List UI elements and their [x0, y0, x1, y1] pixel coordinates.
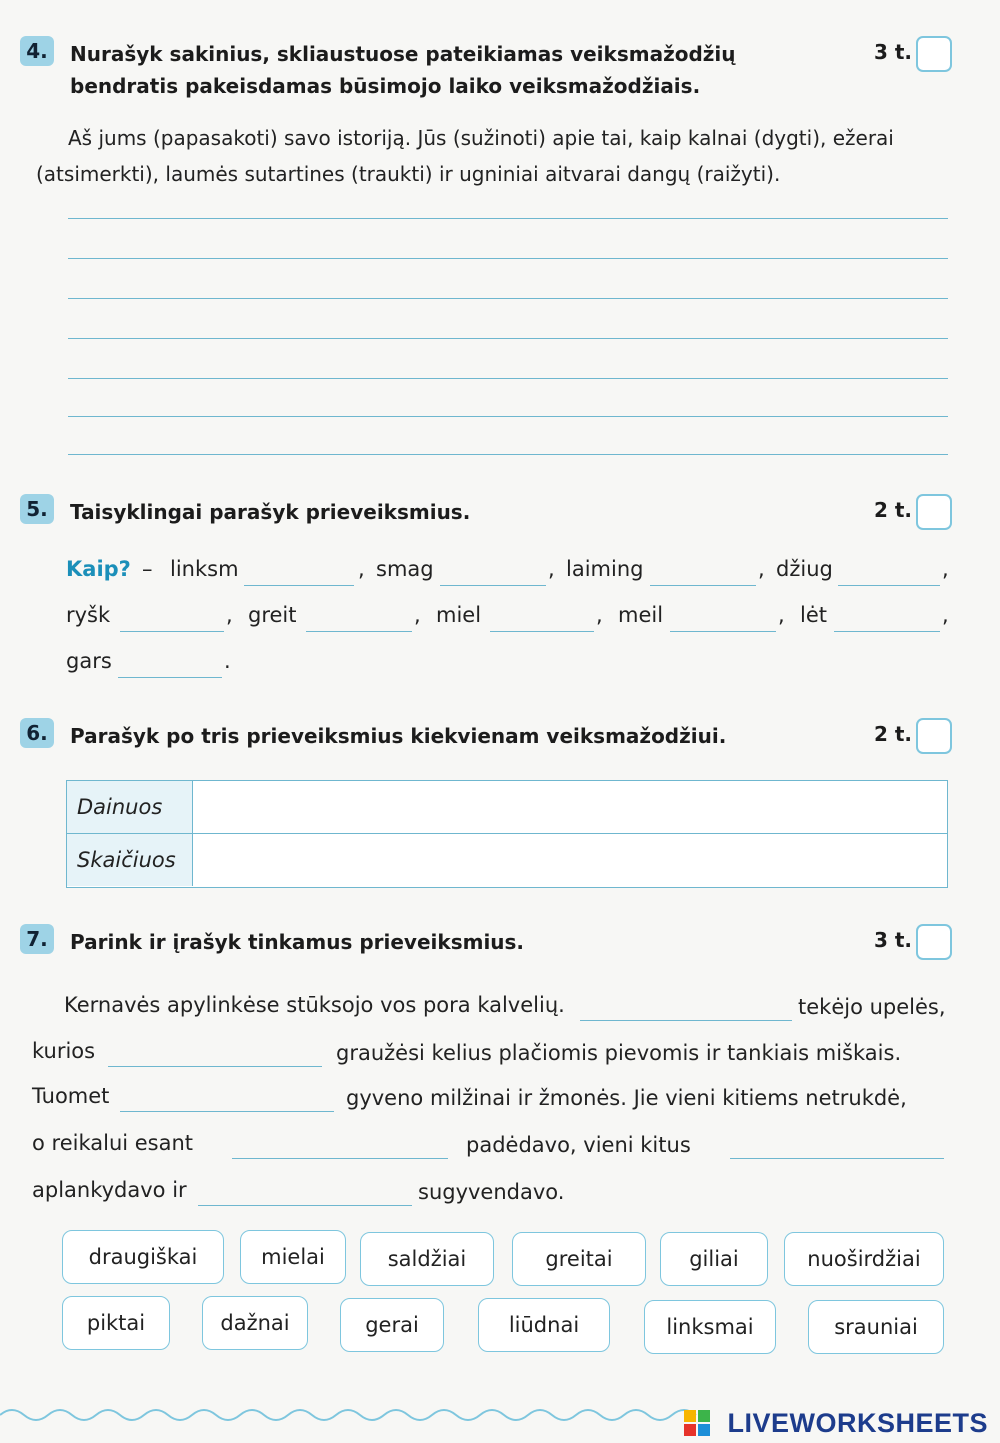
verb-cell: Dainuos — [67, 781, 193, 833]
text-segment: sugyvendavo. — [418, 1180, 565, 1204]
word-stem: miel — [436, 603, 482, 627]
word-option[interactable]: gerai — [340, 1298, 444, 1352]
question-label: Kaip? — [66, 557, 131, 581]
text-segment: aplankydavo ir — [32, 1178, 187, 1202]
score-box[interactable] — [916, 36, 952, 72]
answer-line[interactable] — [68, 378, 948, 379]
word-option[interactable]: piktai — [62, 1296, 170, 1350]
score-box[interactable] — [916, 718, 952, 754]
word-option[interactable]: liūdnai — [478, 1298, 610, 1352]
word-stem: džiug — [776, 557, 833, 581]
word-option[interactable]: linksmai — [644, 1300, 776, 1354]
word-option[interactable]: srauniai — [808, 1300, 944, 1354]
word-option[interactable]: saldžiai — [360, 1232, 494, 1286]
blank-input[interactable] — [834, 631, 940, 632]
exercise-title: Nurašyk sakinius, skliaustuose pateikiamas veiksmažodžių bendratis pakeisdamas būsimojo laiko veiksmažodžiais. — [70, 42, 736, 98]
adverb-row: ryšk , greit , miel , meil , lėt , — [66, 603, 946, 643]
exercise-text-line: Aš jums (papasakoti) savo istoriją. Jūs (sužinoti) apie tai, kaip kalnai (dygti), ežerai — [68, 126, 894, 150]
exercise-title: Taisyklingai parašyk prieveiksmius. — [70, 500, 471, 524]
blank-input[interactable] — [306, 631, 412, 632]
blank-input[interactable] — [440, 585, 546, 586]
blank-input[interactable] — [580, 1020, 792, 1021]
liveworksheets-logo-icon — [684, 1410, 710, 1436]
word-stem: linksm — [170, 557, 239, 581]
word-option[interactable]: dažnai — [202, 1296, 308, 1350]
score-box[interactable] — [916, 924, 952, 960]
word-stem: ryšk — [66, 603, 111, 627]
answer-line[interactable] — [68, 218, 948, 219]
word-option[interactable]: nuoširdžiai — [784, 1232, 944, 1286]
text-segment: o reikalui esant — [32, 1131, 194, 1155]
exercise-number: 7. — [20, 924, 54, 954]
verb-cell: Skaičiuos — [67, 834, 193, 886]
answer-line[interactable] — [68, 338, 948, 339]
text-segment: Kernavės apylinkėse stūksojo vos pora kalvelių. — [64, 993, 565, 1017]
text-segment: kurios — [32, 1039, 96, 1063]
exercise-title: Parink ir įrašyk tinkamus prieveiksmius. — [70, 930, 525, 954]
exercise-text-line: (atsimerkti), laumės sutartines (traukti) ir ugniniai aitvarai dangų (raižyti). — [36, 162, 781, 186]
blank-input[interactable] — [118, 677, 222, 678]
exercise-number: 5. — [20, 494, 54, 524]
exercise-number: 6. — [20, 718, 54, 748]
dash: – — [142, 557, 153, 581]
adverb-row: gars . — [66, 649, 946, 689]
word-option[interactable]: mielai — [240, 1230, 346, 1284]
blank-input[interactable] — [198, 1205, 412, 1206]
points-label: 3 t. — [873, 40, 912, 64]
word-stem: laiming — [566, 557, 644, 581]
word-stem: greit — [248, 603, 297, 627]
exercise-number: 4. — [20, 36, 54, 66]
blank-input[interactable] — [244, 585, 354, 586]
points-label: 2 t. — [873, 722, 912, 746]
answer-line[interactable] — [68, 298, 948, 299]
blank-input[interactable] — [730, 1158, 944, 1159]
points-label: 3 t. — [873, 928, 912, 952]
points-label: 2 t. — [873, 498, 912, 522]
exercise-title: Parašyk po tris prieveiksmius kiekvienam veiksmažodžiui. — [70, 724, 727, 748]
liveworksheets-logo: LIVEWORKSHEETS — [727, 1408, 988, 1438]
blank-input[interactable] — [232, 1158, 448, 1159]
word-option[interactable]: draugiškai — [62, 1230, 224, 1284]
word-option[interactable]: greitai — [512, 1232, 646, 1286]
answer-table — [66, 780, 948, 888]
blank-input[interactable] — [670, 631, 776, 632]
blank-input[interactable] — [108, 1066, 322, 1067]
text-segment: Tuomet — [32, 1084, 110, 1108]
blank-input[interactable] — [120, 631, 224, 632]
text-segment: gyveno milžinai ir žmonės. Jie vieni kitiems netrukdė, — [346, 1086, 907, 1110]
word-stem: smag — [376, 557, 434, 581]
adverb-row: Kaip? – linksm , smag , laiming , džiug , — [66, 557, 946, 597]
blank-input[interactable] — [490, 631, 594, 632]
text-segment: padėdavo, vieni kitus — [466, 1133, 691, 1157]
blank-input[interactable] — [120, 1111, 334, 1112]
answer-line[interactable] — [68, 258, 948, 259]
word-option[interactable]: giliai — [660, 1232, 768, 1286]
answer-line[interactable] — [68, 416, 948, 417]
word-stem: gars — [66, 649, 112, 673]
score-box[interactable] — [916, 494, 952, 530]
word-stem: lėt — [800, 603, 827, 627]
blank-input[interactable] — [650, 585, 756, 586]
text-segment: tekėjo upelės, — [798, 995, 946, 1019]
blank-input[interactable] — [838, 585, 940, 586]
text-segment: graužėsi kelius plačiomis pievomis ir tankiais miškais. — [336, 1041, 902, 1065]
answer-line[interactable] — [68, 454, 948, 455]
word-stem: meil — [618, 603, 664, 627]
